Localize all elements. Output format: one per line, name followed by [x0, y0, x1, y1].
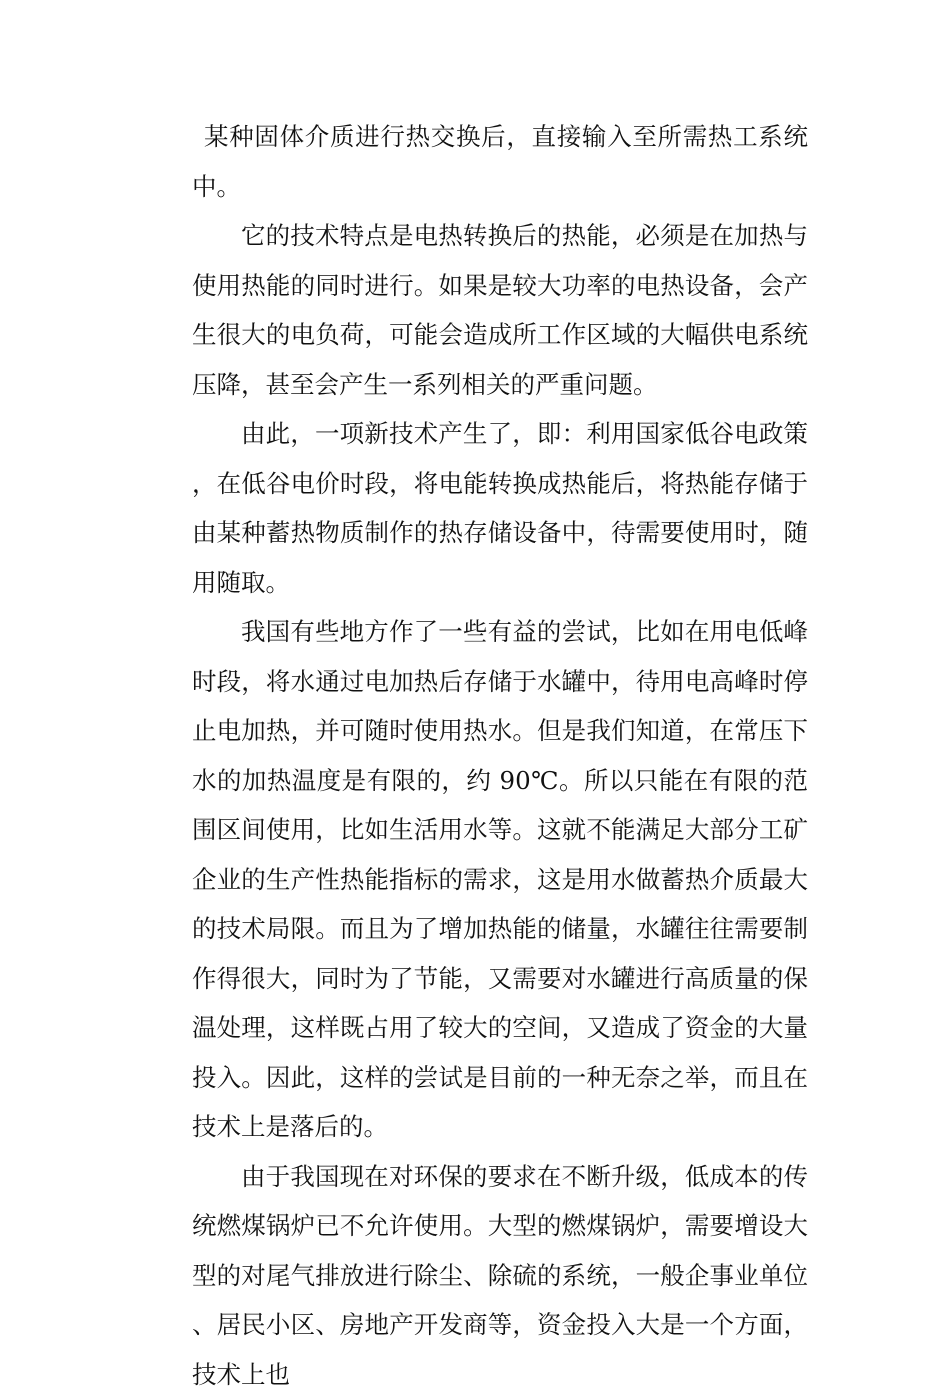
paragraph-continuation: 某种固体介质进行热交换后，直接输入至所需热工系统中。: [192, 112, 808, 211]
body-text: [192, 112, 808, 1399]
paragraph-water-storage-attempts: 我国有些地方作了一些有益的尝试，比如在用电低峰时段，将水通过电加热后存储于水罐中，待用电高峰时停止电加热，并可随时使用热水。但是我们知道，在常压下水的加热温度是有限的，约 90℃。所以只能在有限的范围区间使用，比如生活用水等。这就不能满足大部分工矿企业的生产性热能指标的需求，这是用水做蓄热介质最大的技术局限。而且为了增加热能的储量，水罐往往需要制作得很大，同时为了节能，又需要对水罐进行高质量的保温处理，这样既占用了较大的空间，又造成了资金的大量投入。因此，这样的尝试是目前的一种无奈之举，而且在技术上是落后的。: [192, 607, 808, 1152]
paragraph-environmental-requirements: 由于我国现在对环保的要求在不断升级，低成本的传统燃煤锅炉已不允许使用。大型的燃煤锅炉，需要增设大型的对尾气排放进行除尘、除硫的系统，一般企事业单位、居民小区、房地产开发商等，资金投入大是一个方面，技术上也: [192, 1152, 808, 1399]
paragraph-new-technology: 由此，一项新技术产生了，即：利用国家低谷电政策，在低谷电价时段，将电能转换成热能后，将热能存储于由某种蓄热物质制作的热存储设备中，待需要使用时，随用随取。: [192, 409, 808, 607]
paragraph-technical-features: 它的技术特点是电热转换后的热能，必须是在加热与使用热能的同时进行。如果是较大功率的电热设备，会产生很大的电负荷，可能会造成所工作区域的大幅供电系统压降，甚至会产生一系列相关的严重问题。: [192, 211, 808, 409]
